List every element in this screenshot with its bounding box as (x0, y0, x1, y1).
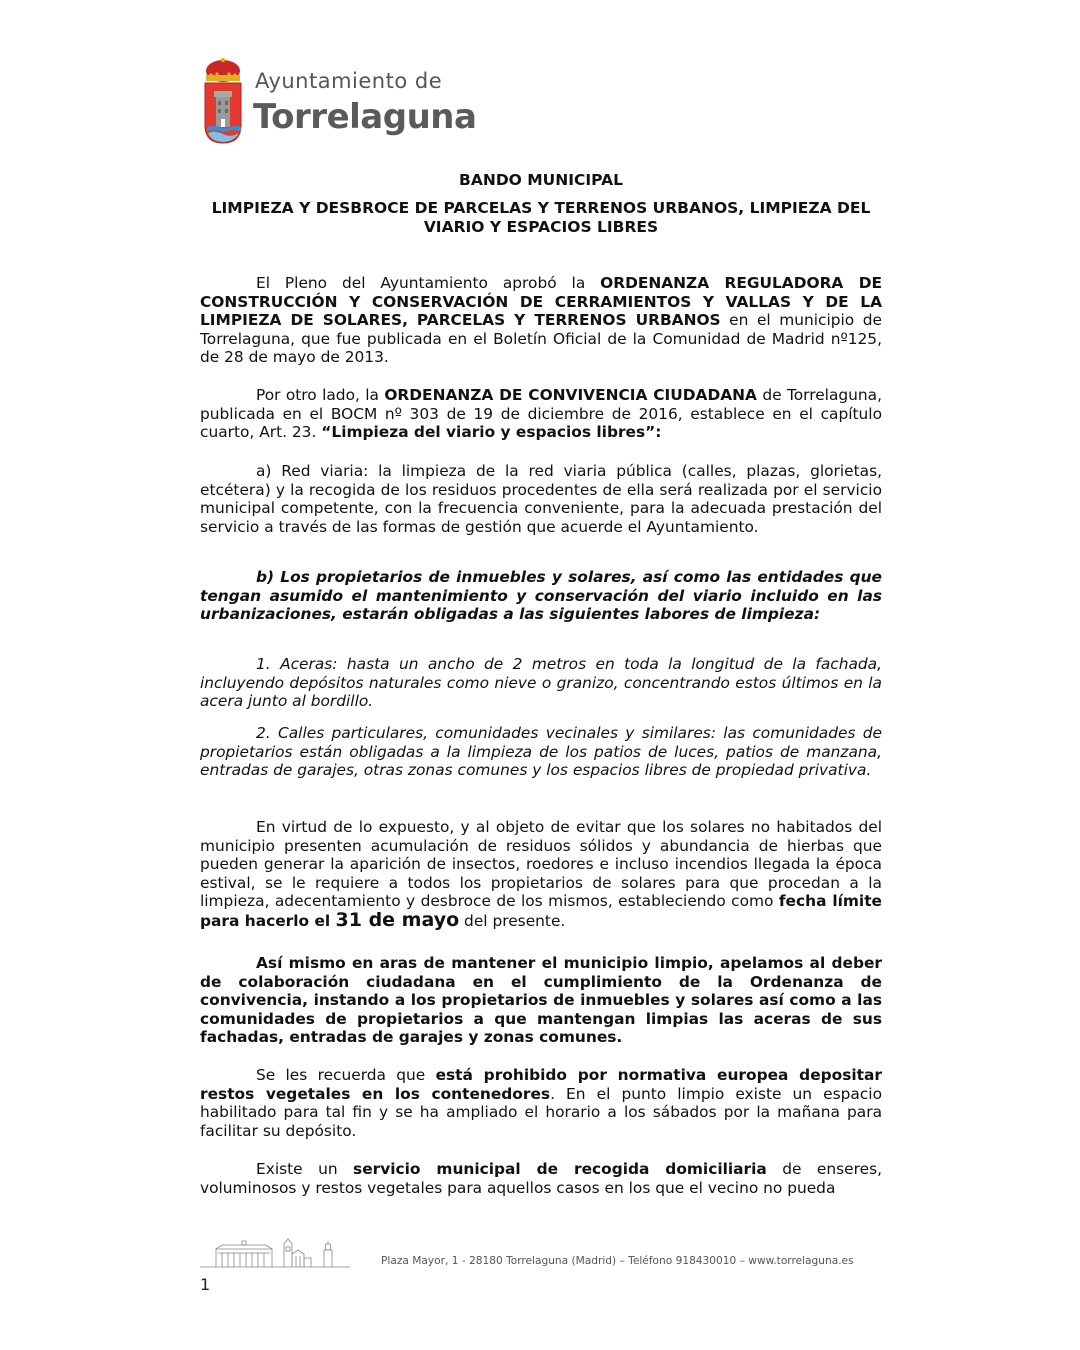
paragraph-requerimiento (200, 818, 882, 931)
document-title: BANDO MUNICIPAL (459, 171, 623, 189)
text: En virtud de lo expuesto, y al objeto de evitar que los solares no habitados del municipio presenten acumulación de residuos sólidos y abundancia de hierbas que pueden generar la aparición de insectos, roedores e incluso incendios llegada la época estival, se le requiere a todos los propietarios de solares para que procedan a la limpieza, adecentamiento y desbroce de los mismos, estableciendo como (200, 818, 882, 911)
text: 1. Aceras: hasta un ancho de 2 metros en toda la longitud de la fachada, incluyendo depósitos naturales como nieve o granizo, concentrando estos últimos en la acera junto al bordillo. (200, 655, 882, 711)
coat-of-arms-icon (203, 57, 243, 145)
deadline-label: fecha límite para hacerlo el (200, 892, 882, 930)
page-number: 1 (200, 1275, 211, 1294)
ordinance-name: ORDENANZA REGULADORA DE CONSTRUCCIÓN Y CONSERVACIÓN DE CERRAMIENTOS Y VALLAS Y DE LA LIMPIEZA DE SOLARES, PARCELAS Y TERRENOS URBANOS (200, 274, 882, 330)
municipality-logo (203, 57, 477, 147)
text: Por otro lado, la (256, 386, 385, 404)
text: a) Red viaria: la limpieza de la red viaria pública (calles, plazas, glorietas, etcétera) y la recogida de los residuos procedentes de ella será realizada por el servicio municipal competente, con la frecuencia conveniente, para la adecuada prestación del servicio a través de las formas de gestión que acuerde el Ayuntamiento. (200, 462, 882, 536)
document-subtitle: LIMPIEZA Y DESBROCE DE PARCELAS Y TERRENOS URBANOS, LIMPIEZA DEL VIARIO Y ESPACIOS LIBRES (211, 199, 871, 236)
paragraph-recogida-domiciliaria (200, 1160, 882, 1197)
text: Se les recuerda que (256, 1066, 436, 1084)
text: en el municipio de Torrelaguna, que fue publicada en el Boletín Oficial de la Comunidad de Madrid nº125, de 28 de mayo de 2013. (200, 311, 882, 367)
town-buildings-illustration-icon (200, 1236, 350, 1268)
paragraph-calles-particulares (200, 724, 882, 780)
text: del presente. (459, 911, 566, 930)
text: de Torrelaguna, publicada en el BOCM nº 303 de 19 de diciembre de 2016, establece en el capítulo cuarto, Art. 23. (200, 386, 882, 442)
footer-address: Plaza Mayor, 1 - 28180 Torrelaguna (Madrid) – Teléfono 918430010 – www.torrelaguna.es (381, 1255, 854, 1267)
service-name: servicio municipal de recogida domiciliaria (353, 1160, 767, 1178)
text: El Pleno del Ayuntamiento aprobó la (256, 274, 601, 292)
text: de enseres, voluminosos y restos vegetales para aquellos casos en los que el vecino no pueda (200, 1160, 882, 1197)
deadline-date: 31 de mayo (335, 908, 460, 931)
ordinance-name: ORDENANZA DE CONVIVENCIA CIUDADANA (384, 386, 757, 404)
paragraph-restos-vegetales (200, 1066, 882, 1140)
paragraph-propietarios (200, 568, 882, 624)
paragraph-red-viaria (200, 462, 882, 536)
text: b) Los propietarios de inmuebles y solares, así como las entidades que tengan asumido el mantenimiento y conservación del viario incluido en las urbanizaciones, estarán obligadas a las siguientes labores de limpieza: (200, 568, 882, 624)
text: 2. Calles particulares, comunidades vecinales y similares: las comunidades de propietarios están obligadas a la limpieza de los patios de luces, patios de manzana, entradas de garajes, otras zonas comunes y los espacios libres de propiedad privativa. (200, 724, 882, 780)
text: . En el punto limpio existe un espacio habilitado para tal fin y se ha ampliado el horario a los sábados por la mañana para facilitar su depósito. (200, 1084, 882, 1140)
logo-text-line2: Torrelaguna (253, 97, 477, 137)
paragraph-ordenanza-convivencia (200, 386, 882, 442)
paragraph-aceras (200, 655, 882, 711)
paragraph-ordenanza-reguladora (200, 274, 882, 367)
text: Así mismo en aras de mantener el municipio limpio, apelamos al deber de colaboración ciudadana en el cumplimiento de la Ordenanza de convivencia, instando a los propietarios de inmuebles y solares así como a las comunidades de propietarios a que mantengan limpias las aceras de sus fachadas, entradas de garajes y zonas comunes. (200, 954, 882, 1047)
logo-text-line1: Ayuntamiento de (255, 69, 443, 93)
prohibition-notice: está prohibido por normativa europea depositar restos vegetales en los contenedores (200, 1066, 883, 1103)
paragraph-colaboracion (200, 954, 882, 1047)
article-title: “Limpieza del viario y espacios libres”: (321, 423, 662, 442)
text: Existe un (256, 1160, 354, 1178)
